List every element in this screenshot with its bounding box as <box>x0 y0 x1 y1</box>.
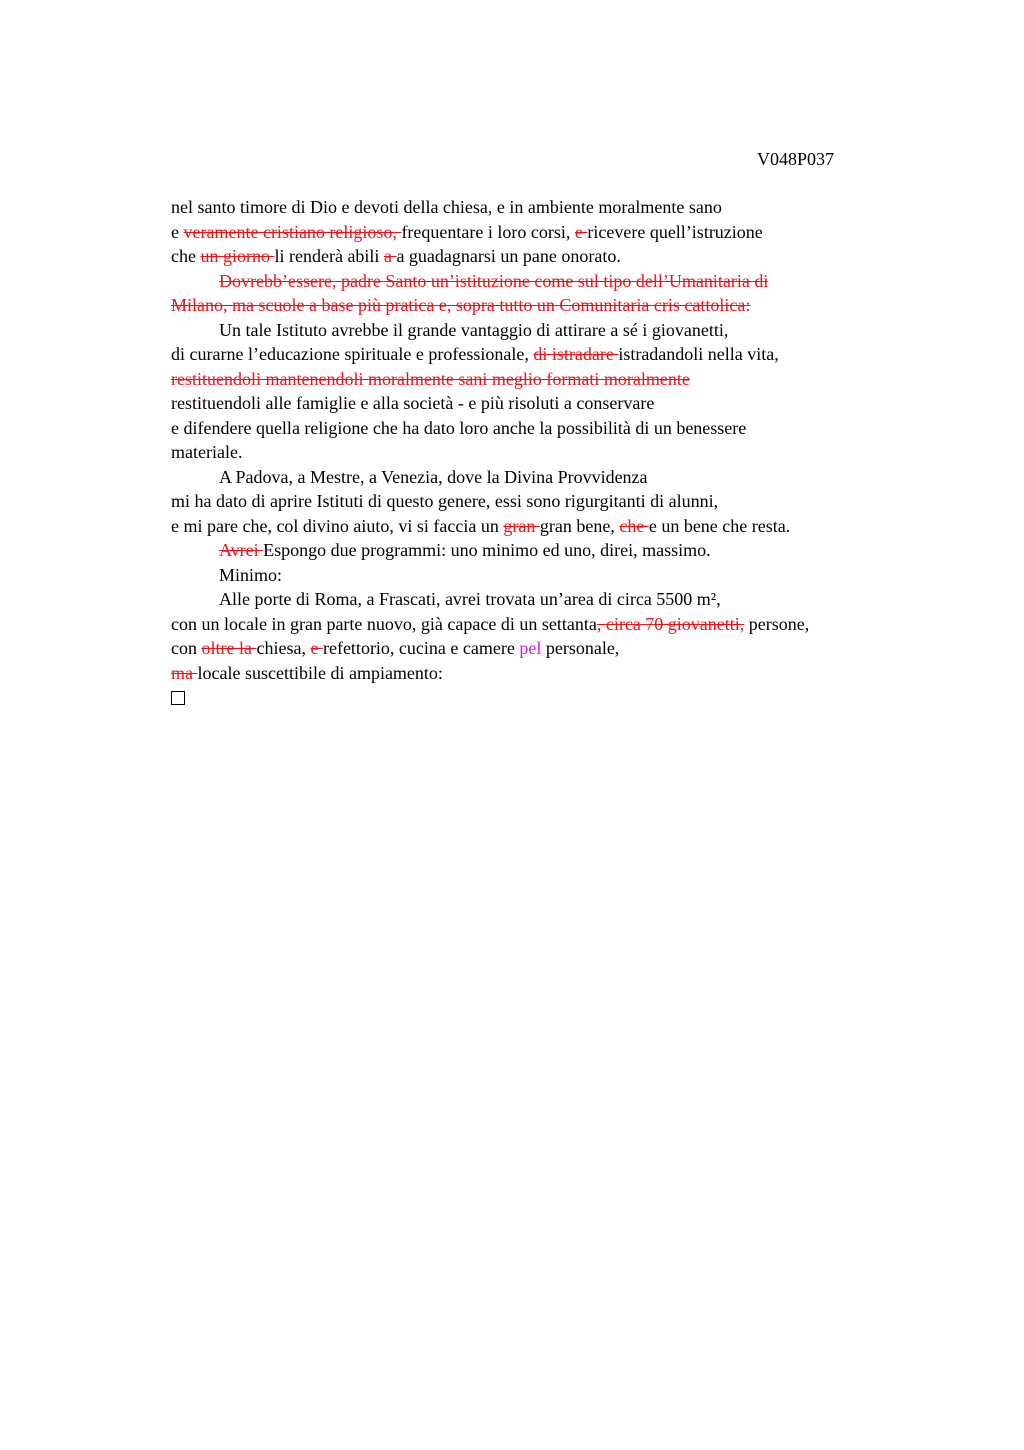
text-segment: Minimo: <box>219 564 283 585</box>
text-segment: mi ha dato di aprire Istituti di questo genere, essi sono rigurgitanti di alunni, <box>171 491 719 511</box>
text-line <box>171 661 931 686</box>
deleted-text: , circa 70 giovanetti, <box>596 613 745 634</box>
text-segment: gran bene, <box>539 515 620 536</box>
text-segment: refettorio, cucina e camere <box>322 638 520 658</box>
deleted-text: Avrei <box>219 540 264 560</box>
text-line <box>171 318 931 343</box>
text-line <box>171 244 931 269</box>
text-segment: personale, <box>541 638 620 658</box>
text-segment: nel santo timore di Dio e devoti della chiesa, e in ambiente moralmente sano <box>171 197 722 217</box>
deleted-text: e <box>574 221 588 242</box>
deleted-text: a <box>383 246 397 266</box>
text-line <box>171 440 931 465</box>
text-line <box>171 391 931 416</box>
end-marker-line <box>171 685 931 710</box>
text-segment: Alle porte di Roma, a Frascati, avrei trovata un’area di circa 5500 m², <box>219 589 721 609</box>
text-segment: con un locale in gran parte nuovo, già capace di un settanta <box>171 613 597 634</box>
deleted-text: restituendoli mantenendoli moralmente sani meglio formati moralmente <box>171 368 690 389</box>
text-line <box>171 293 931 318</box>
text-line <box>171 465 931 490</box>
text-segment: locale suscettibile di ampiamento: <box>197 662 443 683</box>
deleted-text: che <box>619 515 649 536</box>
text-segment: A Padova, a Mestre, a Venezia, dove la Divina Provvidenza <box>219 466 648 487</box>
deleted-text: Dovrebb’essere, padre Santo un’istituzione come sul tipo dell’Umanitaria di <box>219 270 769 291</box>
text-line <box>171 416 931 441</box>
deleted-text: un giorno <box>200 246 275 266</box>
text-segment: che <box>171 246 201 266</box>
text-segment: chiesa, <box>256 638 311 658</box>
text-segment: di curarne l’educazione spirituale e professionale, <box>171 344 534 364</box>
text-line <box>171 269 931 294</box>
page-identifier: V048P037 <box>757 149 835 169</box>
text-segment: persone, <box>744 613 810 634</box>
text-line <box>171 587 931 612</box>
document-body <box>171 195 931 710</box>
text-line <box>171 195 931 220</box>
text-segment: frequentare i loro corsi, <box>401 221 575 242</box>
deleted-text: veramente cristiano religioso, <box>183 221 402 242</box>
text-line <box>171 612 931 637</box>
text-segment: e mi pare che, col divino aiuto, vi si faccia un <box>171 515 504 536</box>
deleted-text: di istradare <box>533 344 619 364</box>
text-line <box>171 489 931 514</box>
text-line <box>171 636 931 661</box>
text-segment: istradandoli nella vita, <box>618 344 779 364</box>
text-segment: e <box>171 221 184 242</box>
text-line <box>171 342 931 367</box>
empty-checkbox-icon <box>171 691 185 705</box>
text-line <box>171 220 931 245</box>
text-segment: e un bene che resta. <box>648 515 791 536</box>
text-line <box>171 563 931 588</box>
text-segment: ricevere quell’istruzione <box>587 221 763 242</box>
text-line <box>171 367 931 392</box>
deleted-text: e <box>310 638 323 658</box>
text-segment: Un tale Istituto avrebbe il grande vantaggio di attirare a sé i giovanetti, <box>219 319 729 340</box>
text-segment: e difendere quella religione che ha dato loro anche la possibilità di un benessere <box>171 417 747 438</box>
text-line <box>171 514 931 539</box>
text-line <box>171 538 931 563</box>
deleted-text: gran <box>503 515 540 536</box>
text-segment: li renderà abili <box>274 246 384 266</box>
text-segment: restituendoli alle famiglie e alla società - e più risoluti a conservare <box>171 393 655 413</box>
text-segment: Espongo due programmi: uno minimo ed uno, direi, massimo. <box>263 540 711 560</box>
inserted-text: pel <box>519 638 542 658</box>
text-segment: con <box>171 638 202 658</box>
text-segment: a guadagnarsi un pane onorato. <box>396 246 621 266</box>
deleted-text: ma <box>171 662 198 683</box>
deleted-text: oltre la <box>201 638 257 658</box>
text-segment: materiale. <box>171 442 243 462</box>
deleted-text: Milano, ma scuole a base più pratica e, sopra tutto un Comunitaria cris cattolica: <box>171 295 751 315</box>
